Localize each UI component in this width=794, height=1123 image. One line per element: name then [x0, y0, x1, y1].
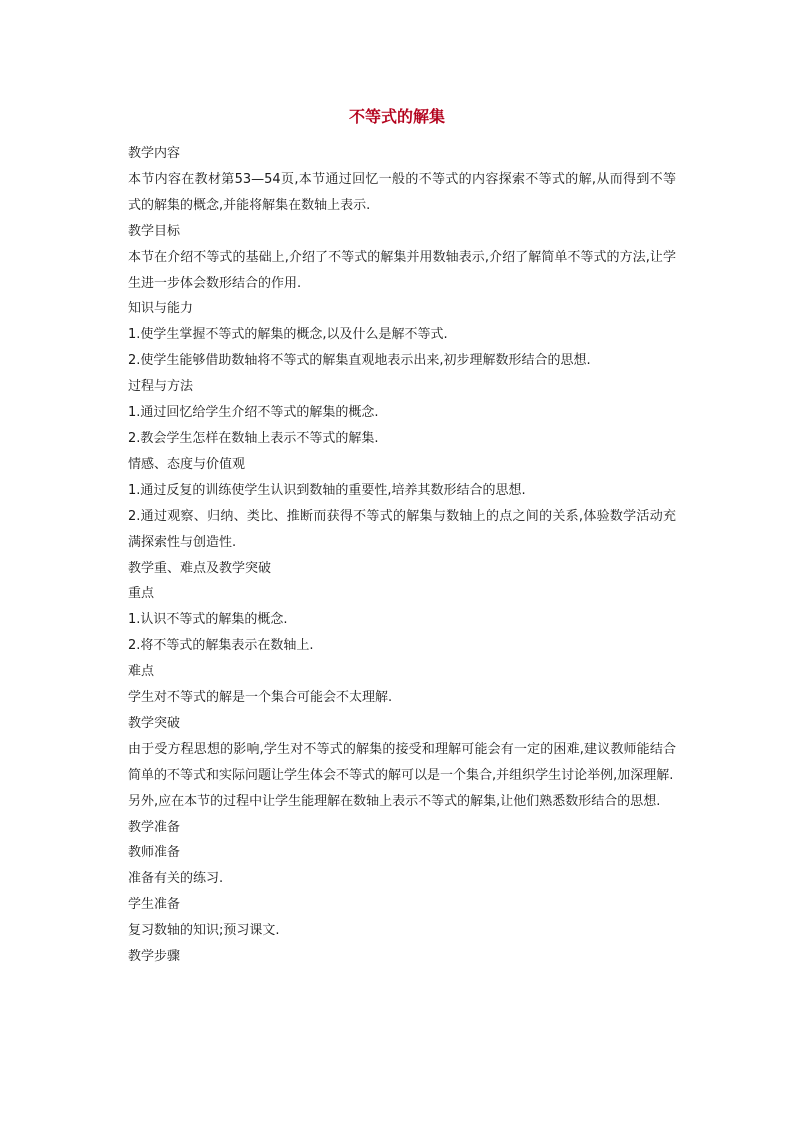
- paragraph-line: 难点: [128, 664, 155, 680]
- paragraph-line: 教学突破: [128, 715, 181, 731]
- paragraph-line: 教学重、难点及教学突破: [128, 560, 272, 576]
- paragraph-line: 2.使学生能够借助数轴将不等式的解集直观地表示出来,初步理解数形结合的思想.: [128, 353, 591, 369]
- paragraph-line: 本节内容在教材第53—54页,本节通过回忆一般的不等式的内容探索不等式的解,从而得到不等式的解集的概念,并能将解集在数轴上表示.: [128, 171, 676, 213]
- paragraph-line: 教学内容: [128, 146, 181, 161]
- document-title: 不等式的解集: [348, 107, 445, 126]
- paragraph-line: 1.通过反复的训练使学生认识到数轴的重要性,培养其数形结合的思想.: [128, 482, 526, 498]
- paragraph-line: 2.教会学生怎样在数轴上表示不等式的解集.: [128, 430, 379, 446]
- paragraph-line: 本节在介绍不等式的基础上,介绍了不等式的解集并用数轴表示,介绍了解简单不等式的方法,让学生进一步体会数形结合的作用.: [128, 249, 676, 291]
- paragraph-line: 过程与方法: [128, 379, 194, 395]
- paragraph-line: 学生对不等式的解是一个集合可能会不太理解.: [128, 690, 393, 706]
- paragraph-line: 2.将不等式的解集表示在数轴上.: [128, 638, 314, 654]
- paragraph-line: 学生准备: [128, 897, 181, 913]
- paragraph-line: 复习数轴的知识;预习课文.: [128, 923, 280, 939]
- paragraph-line: 教学准备: [128, 819, 181, 835]
- paragraph-line: 准备有关的练习.: [128, 871, 224, 887]
- paragraph-line: 教师准备: [128, 845, 181, 861]
- paragraph-line: 1.通过回忆给学生介绍不等式的解集的概念.: [128, 405, 379, 421]
- paragraph-line: 知识与能力: [128, 301, 194, 317]
- document-body: [128, 141, 676, 970]
- paragraph-line: 教学步骤: [128, 949, 181, 965]
- paragraph-line: 2.通过观察、归纳、类比、推断而获得不等式的解集与数轴上的点之间的关系,体验数学活动充满探索性与创造性.: [128, 508, 676, 550]
- paragraph-line: 教学目标: [128, 223, 181, 239]
- paragraph-line: 1.认识不等式的解集的概念.: [128, 612, 288, 628]
- paragraph-line: 1.使学生掌握不等式的解集的概念,以及什么是解不等式.: [128, 327, 448, 343]
- paragraph-line: 由于受方程思想的影响,学生对不等式的解集的接受和理解可能会有一定的困难,建议教师能结合简单的不等式和实际问题让学生体会不等式的解可以是一个集合,并组织学生讨论举例,加深理解.: [128, 741, 676, 783]
- paragraph-line: 重点: [128, 586, 155, 602]
- paragraph-line: 另外,应在本节的过程中让学生能理解在数轴上表示不等式的解集,让他们熟悉数形结合的思想.: [128, 793, 661, 809]
- paragraph-line: 情感、态度与价值观: [128, 456, 246, 472]
